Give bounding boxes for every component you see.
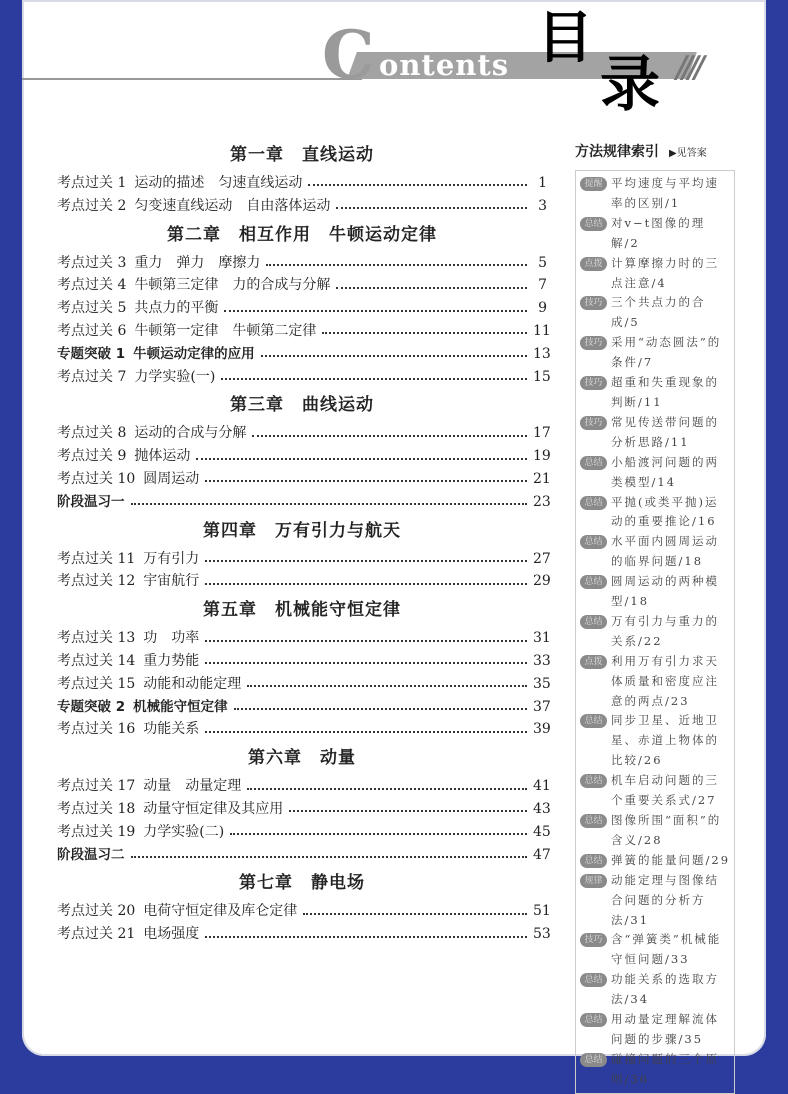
toc-entry[interactable] [57, 366, 551, 389]
page-number: 29 [533, 573, 551, 590]
method-index-text: 采用“动态圆法”的条件/7 [611, 335, 722, 370]
toc-entry[interactable] [57, 422, 551, 445]
entry-title: 重力势能 [143, 652, 200, 669]
entry-title: 动能和动能定理 [143, 675, 242, 692]
leader-dots [205, 560, 527, 562]
toc-entry[interactable] [57, 570, 551, 593]
leader-dots [196, 458, 527, 460]
category-badge: 总结 [580, 814, 607, 828]
entry-title: 牛顿第一定律 牛顿第二定律 [134, 322, 317, 339]
page-number: 3 [538, 197, 547, 214]
entry-title: 功能关系 [143, 721, 200, 738]
page-number: 45 [533, 823, 551, 840]
toc-entry[interactable] [57, 252, 547, 275]
category-badge: 技巧 [580, 296, 607, 310]
entry-label: 考点过关 5 [57, 300, 127, 317]
method-index-text: 对v−t图像的理解/2 [611, 215, 706, 250]
page-number: 27 [533, 550, 551, 567]
chapter-heading[interactable]: 第三章 曲线运动 [230, 395, 374, 416]
entry-label: 考点过关 15 [57, 675, 136, 692]
method-index-text: 常见传送带问题的分析思路/11 [611, 414, 719, 449]
page-number: 7 [538, 277, 547, 294]
entry-title: 力学实验(一) [134, 368, 216, 385]
category-badge: 提醒 [580, 177, 607, 191]
entry-label: 考点过关 14 [57, 652, 136, 669]
toc-entry[interactable] [57, 491, 551, 514]
leader-dots [234, 708, 527, 710]
method-index-item[interactable] [580, 851, 730, 871]
entry-label: 考点过关 6 [57, 322, 127, 339]
chapter-heading[interactable]: 第七章 静电场 [239, 873, 365, 894]
entry-label: 考点过关 18 [57, 800, 136, 817]
category-badge: 总结 [580, 854, 607, 868]
method-index-heading: 方法规律索引 [575, 144, 659, 160]
method-index-text: 平均速度与平均速率的区别/1 [611, 176, 719, 210]
leader-dots [205, 480, 527, 482]
method-index-text: 功能关系的选取方法/34 [611, 972, 719, 1007]
entry-label: 专题突破 2 [57, 698, 126, 715]
category-badge: 总结 [580, 456, 607, 470]
toc-entry[interactable] [57, 172, 547, 195]
entry-title: 万有引力 [143, 550, 200, 567]
entry-label: 阶段温习二 [57, 846, 125, 863]
leader-dots [261, 355, 527, 357]
toc-entry[interactable] [57, 718, 551, 741]
page-number: 47 [533, 846, 551, 863]
leader-dots [308, 184, 527, 186]
entry-label: 考点过关 16 [57, 721, 136, 738]
category-badge: 技巧 [580, 933, 607, 947]
toc-entry[interactable] [57, 650, 551, 673]
leader-dots [247, 788, 527, 790]
page-number: 13 [533, 345, 551, 362]
table-of-contents [57, 138, 551, 946]
category-badge: 总结 [580, 973, 607, 987]
leader-dots [336, 287, 527, 289]
category-badge: 总结 [580, 217, 607, 231]
entry-title: 动量 动量定理 [143, 778, 242, 795]
method-index-text: 超重和失重现象的判断/11 [611, 375, 719, 409]
toc-entry[interactable] [57, 821, 551, 844]
entry-label: 考点过关 2 [57, 197, 127, 214]
method-index-text: 三个共点力的合成/5 [611, 295, 706, 330]
page-number: 5 [538, 254, 547, 271]
method-index-text: 碰撞问题的三个原则/36 [611, 1051, 719, 1086]
page-number: 9 [538, 300, 547, 317]
entry-label: 阶段温习一 [57, 493, 125, 510]
method-index-text: 动能定理与图像结合问题的分析方法/31 [611, 872, 719, 927]
leader-dots [205, 936, 527, 938]
toc-entry[interactable] [57, 195, 547, 218]
category-badge: 总结 [580, 774, 607, 788]
chapter-heading[interactable]: 第一章 直线运动 [230, 145, 374, 165]
method-index-text: 含“弹簧类”机械能守恒问题/33 [611, 932, 722, 967]
leader-dots [224, 310, 527, 312]
entry-title: 机械能守恒定律 [133, 698, 228, 715]
chapter-heading[interactable]: 第五章 机械能守恒定律 [203, 600, 401, 621]
category-badge: 技巧 [580, 416, 607, 430]
entry-label: 考点过关 4 [57, 277, 127, 294]
category-badge: 总结 [580, 1053, 607, 1067]
toc-entry[interactable] [57, 775, 551, 798]
header-ontents: ontents [379, 48, 510, 82]
category-badge: 总结 [580, 714, 607, 728]
entry-label: 考点过关 3 [57, 254, 127, 271]
toc-entry[interactable] [57, 445, 551, 468]
method-index-title [575, 140, 765, 164]
page-number: 51 [533, 903, 551, 920]
method-index-item[interactable] [580, 532, 730, 572]
toc-entry[interactable] [57, 548, 551, 571]
method-index-text: 机车启动问题的三个重要关系式/27 [611, 773, 719, 808]
entry-title: 运动的合成与分解 [134, 425, 247, 442]
page-number: 31 [533, 630, 551, 647]
method-index-text: 圆周运动的两种模型/18 [611, 574, 719, 609]
leader-dots [289, 810, 527, 812]
category-badge: 技巧 [580, 336, 607, 350]
method-index-item[interactable] [580, 711, 730, 771]
entry-label: 考点过关 1 [57, 175, 127, 191]
entry-label: 考点过关 8 [57, 425, 127, 442]
method-index-item[interactable] [580, 1050, 730, 1090]
method-index-text: 利用万有引力求天体质量和密度应注意的两点/23 [611, 653, 719, 708]
method-index-text: 用动量定理解流体问题的步骤/35 [611, 1012, 719, 1046]
entry-label: 考点过关 13 [57, 630, 136, 647]
chapter-heading[interactable]: 第六章 动量 [248, 748, 356, 769]
entry-label: 考点过关 12 [57, 573, 136, 590]
method-index-item[interactable] [580, 453, 730, 493]
method-index-item[interactable] [580, 493, 730, 533]
method-index-item[interactable] [580, 811, 730, 851]
leader-dots [131, 856, 528, 858]
method-index-text: 水平面内圆周运动的临界问题/18 [611, 534, 719, 569]
entry-title: 电荷守恒定律及库仑定律 [143, 903, 298, 920]
leader-dots [336, 207, 527, 209]
entry-title: 圆周运动 [143, 470, 200, 487]
entry-label: 考点过关 11 [57, 550, 136, 567]
entry-label: 考点过关 9 [57, 448, 127, 465]
leader-dots [322, 332, 527, 334]
header-title-mu: 目 [537, 5, 593, 71]
chapter-heading[interactable]: 第四章 万有引力与航天 [203, 520, 401, 541]
toc-entry[interactable] [57, 274, 547, 297]
method-index-text: 图像所围“面积”的含义/28 [611, 813, 722, 847]
entry-title: 宇宙航行 [143, 573, 200, 590]
toc-entry[interactable] [57, 468, 551, 491]
page-number: 39 [533, 721, 551, 738]
entry-title: 重力 弹力 摩擦力 [134, 254, 261, 271]
method-index-text: 万有引力与重力的关系/22 [611, 613, 719, 648]
method-index-text: 计算摩擦力时的三点注意/4 [611, 255, 719, 290]
entry-label: 考点过关 10 [57, 470, 136, 487]
toc-entry[interactable] [57, 923, 551, 946]
entry-title: 匀变速直线运动 自由落体运动 [134, 197, 331, 214]
leader-dots [131, 503, 528, 505]
header-c-letter: C [322, 16, 375, 94]
method-index-item[interactable] [580, 771, 730, 811]
method-index-text: 同步卫星、近地卫星、赤道上物体的比较/26 [611, 713, 719, 768]
page-number: 33 [533, 652, 551, 669]
toc-entry[interactable] [57, 696, 551, 719]
category-badge: 总结 [580, 535, 607, 549]
entry-title: 动量守恒定律及其应用 [143, 800, 284, 817]
entry-label: 考点过关 20 [57, 903, 136, 920]
page-number: 23 [533, 493, 551, 510]
page-number: 43 [533, 800, 551, 817]
toc-entry[interactable] [57, 297, 547, 320]
entry-title: 抛体运动 [134, 448, 191, 465]
method-index-item[interactable] [580, 1010, 730, 1050]
method-index-text: 平抛(或类平抛)运动的重要推论/16 [611, 494, 719, 529]
method-index-text: 小船渡河问题的两类模型/14 [611, 454, 719, 489]
leader-dots [205, 731, 527, 733]
leader-dots [266, 264, 527, 266]
method-index-item[interactable] [580, 373, 730, 413]
header-title-lu: 录 [600, 50, 660, 120]
method-index-item[interactable] [580, 930, 730, 970]
category-badge: 点拨 [580, 655, 607, 669]
category-badge: 技巧 [580, 376, 607, 390]
contents-header [22, 0, 766, 130]
entry-label: 考点过关 7 [57, 368, 127, 385]
toc-entry[interactable] [57, 798, 551, 821]
page-number: 37 [533, 698, 551, 715]
toc-entry[interactable] [57, 343, 551, 366]
see-answer-label: ▶见答案 [669, 148, 707, 159]
page-number: 17 [533, 425, 551, 442]
method-index-item[interactable] [580, 214, 730, 254]
entry-title: 力学实验(二) [143, 823, 225, 840]
leader-dots [247, 685, 527, 687]
method-index-item[interactable] [580, 871, 730, 931]
leader-dots [221, 378, 527, 380]
page-number: 35 [533, 675, 551, 692]
method-index-item[interactable] [580, 413, 730, 453]
method-index-item[interactable] [580, 293, 730, 333]
method-index-item[interactable] [580, 652, 730, 712]
page-number: 19 [533, 448, 551, 465]
page-number: 41 [533, 778, 551, 795]
entry-title: 运动的描述 匀速直线运动 [134, 175, 303, 191]
category-badge: 总结 [580, 496, 607, 510]
toc-entry[interactable] [57, 900, 551, 923]
leader-dots [303, 913, 527, 915]
header-rule [22, 78, 362, 80]
entry-label: 考点过关 21 [57, 926, 136, 943]
page-number: 11 [533, 322, 551, 339]
entry-title: 共点力的平衡 [134, 300, 219, 317]
method-index-item[interactable] [580, 254, 730, 294]
page-number: 21 [533, 470, 551, 487]
toc-entry[interactable] [57, 627, 551, 650]
leader-dots [205, 640, 527, 642]
entry-label: 专题突破 1 [57, 345, 126, 362]
page-number: 53 [533, 926, 551, 943]
header-slashes: //// [676, 50, 700, 85]
entry-label: 考点过关 19 [57, 823, 136, 840]
method-index [575, 140, 765, 1094]
toc-entry[interactable] [57, 320, 551, 343]
chapter-heading[interactable]: 第二章 相互作用 牛顿运动定律 [167, 224, 437, 245]
method-index-item[interactable] [580, 333, 730, 373]
leader-dots [252, 435, 527, 437]
page-number: 1 [538, 175, 547, 191]
category-badge: 总结 [580, 575, 607, 589]
page-number: 15 [533, 368, 551, 385]
entry-title: 电场强度 [143, 926, 200, 943]
entry-title: 牛顿运动定律的应用 [133, 345, 255, 362]
leader-dots [205, 583, 527, 585]
method-index-text: 弹簧的能量问题/29 [611, 852, 731, 867]
leader-dots [230, 833, 527, 835]
method-index-item[interactable] [580, 612, 730, 652]
entry-title: 功 功率 [143, 630, 200, 647]
method-index-item[interactable] [580, 174, 730, 214]
method-index-item[interactable] [580, 970, 730, 1010]
category-badge: 点拨 [580, 257, 607, 271]
page-panel [22, 0, 766, 1086]
leader-dots [205, 662, 527, 664]
toc-entry[interactable] [57, 673, 551, 696]
category-badge: 总结 [580, 1013, 607, 1027]
method-index-list [575, 170, 735, 1094]
entry-title: 牛顿第三定律 力的合成与分解 [134, 277, 331, 294]
toc-entry[interactable] [57, 844, 551, 867]
category-badge: 总结 [580, 615, 607, 629]
category-badge: 规律 [580, 874, 607, 888]
entry-label: 考点过关 17 [57, 778, 136, 795]
method-index-item[interactable] [580, 572, 730, 612]
